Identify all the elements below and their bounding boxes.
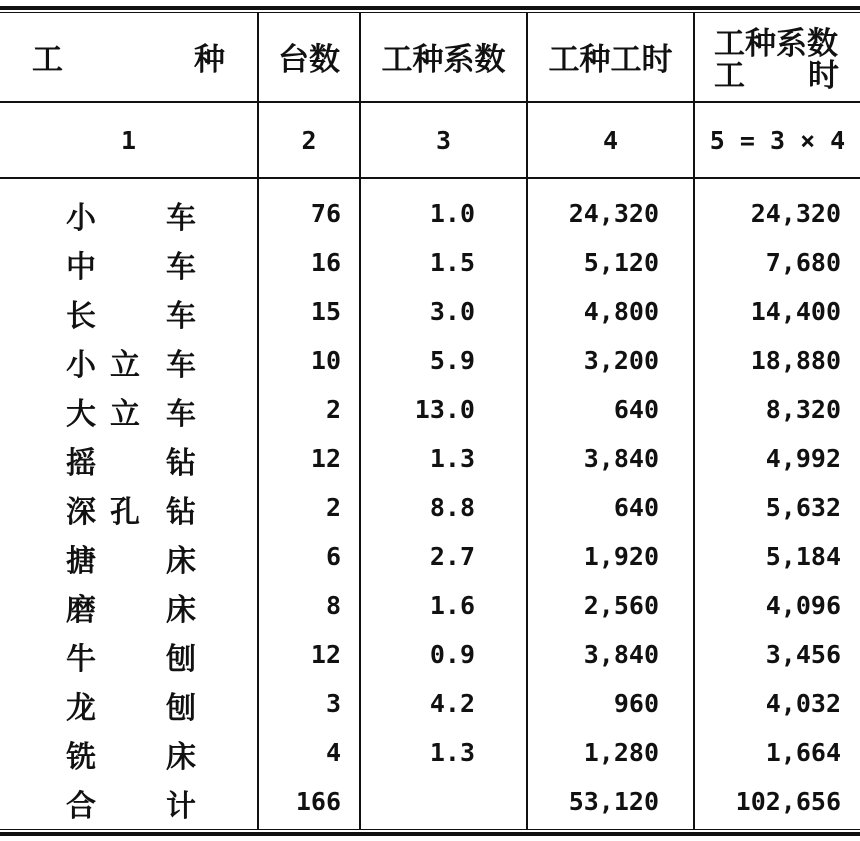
row-machines: 166 <box>295 786 341 816</box>
row-coefficient: 1.5 <box>429 247 475 277</box>
worktype-char: 车 <box>166 397 196 432</box>
row-hours: 53,120 <box>568 786 659 816</box>
row-machines: 16 <box>310 247 341 277</box>
row-hours: 4,800 <box>583 296 659 326</box>
worktype-char: 孔 <box>110 495 140 530</box>
row-worktype <box>0 338 257 382</box>
row-hours: 3,840 <box>583 639 659 669</box>
bottom-rule-thin <box>0 829 860 830</box>
worktype-char: 合 <box>66 789 96 824</box>
row-hours: 1,920 <box>583 541 659 571</box>
row-machines: 10 <box>310 345 341 375</box>
row-coefficient: 1.3 <box>429 443 475 473</box>
row-coefficient: 0.9 <box>429 639 475 669</box>
row-coefficient: 13.0 <box>414 394 475 424</box>
row-hours: 3,200 <box>583 345 659 375</box>
row-coef-hours: 18,880 <box>750 345 841 375</box>
row-coefficient: 2.7 <box>429 541 475 571</box>
row-worktype <box>0 681 257 725</box>
worktype-char: 钻 <box>166 446 196 481</box>
worktype-char: 立 <box>110 348 140 383</box>
row-coef-hours: 5,184 <box>765 541 841 571</box>
row-machines: 2 <box>325 492 341 522</box>
row-coef-hours: 5,632 <box>765 492 841 522</box>
row-machines: 2 <box>325 394 341 424</box>
row-worktype <box>0 436 257 480</box>
row-coef-hours: 3,456 <box>765 639 841 669</box>
row-machines: 8 <box>325 590 341 620</box>
worktype-char: 车 <box>166 299 196 334</box>
row-machines: 15 <box>310 296 341 326</box>
row-hours: 5,120 <box>583 247 659 277</box>
row-coef-hours: 14,400 <box>750 296 841 326</box>
row-worktype <box>0 191 257 235</box>
row-hours: 3,840 <box>583 443 659 473</box>
worktype-char: 搪 <box>66 544 96 579</box>
header-worktype-right: 种 <box>194 42 225 78</box>
row-worktype <box>0 485 257 529</box>
worktype-char: 深 <box>66 495 96 530</box>
worktype-char: 车 <box>166 201 196 236</box>
worktype-char: 磨 <box>66 593 96 628</box>
index-col-4: 4 <box>602 125 619 155</box>
row-coefficient: 1.6 <box>429 590 475 620</box>
header-machines: 台数 <box>278 42 340 78</box>
row-coef-hours: 4,992 <box>765 443 841 473</box>
row-worktype <box>0 534 257 578</box>
row-coefficient: 8.8 <box>429 492 475 522</box>
index-col-3: 3 <box>435 125 452 155</box>
row-coefficient <box>361 779 475 823</box>
row-machines: 4 <box>325 737 341 767</box>
header-worktype-left: 工 <box>32 42 63 78</box>
top-rule-thick <box>0 6 860 10</box>
worktype-char: 小 <box>66 348 96 383</box>
index-col-1: 1 <box>120 125 137 155</box>
row-hours: 640 <box>613 492 659 522</box>
index-rule <box>0 177 860 179</box>
bottom-rule-thick <box>0 832 860 836</box>
worktype-char: 小 <box>66 201 96 236</box>
row-coef-hours: 7,680 <box>765 247 841 277</box>
worktype-char: 龙 <box>66 691 96 726</box>
worktype-char: 铣 <box>66 740 96 775</box>
row-machines: 12 <box>310 639 341 669</box>
worktype-char: 长 <box>66 299 96 334</box>
worktype-char: 中 <box>66 250 96 285</box>
row-worktype <box>0 632 257 676</box>
header-hours: 工种工时 <box>548 42 673 78</box>
row-machines: 76 <box>310 198 341 228</box>
row-coef-hours: 102,656 <box>735 786 841 816</box>
header-coef-hours-line1: 工种系数 <box>714 25 838 62</box>
row-machines: 6 <box>325 541 341 571</box>
row-coefficient: 5.9 <box>429 345 475 375</box>
header-coefficient: 工种系数 <box>381 42 506 78</box>
worktype-char: 刨 <box>166 642 196 677</box>
row-coef-hours: 4,096 <box>765 590 841 620</box>
row-hours: 24,320 <box>568 198 659 228</box>
worktype-char: 摇 <box>66 446 96 481</box>
row-hours: 640 <box>613 394 659 424</box>
worktype-char: 立 <box>110 397 140 432</box>
row-coef-hours: 1,664 <box>765 737 841 767</box>
row-hours: 1,280 <box>583 737 659 767</box>
worktype-char: 牛 <box>66 642 96 677</box>
worktype-char: 车 <box>166 250 196 285</box>
row-hours: 960 <box>613 688 659 718</box>
row-coefficient: 4.2 <box>429 688 475 718</box>
worktype-char: 床 <box>166 740 196 775</box>
row-coef-hours: 8,320 <box>765 394 841 424</box>
worktype-char: 床 <box>166 544 196 579</box>
worktype-char: 钻 <box>166 495 196 530</box>
index-col-5: 5 = 3 × 4 <box>709 125 846 155</box>
row-worktype <box>0 289 257 333</box>
row-worktype <box>0 583 257 627</box>
worktype-char: 大 <box>66 397 96 432</box>
row-coefficient: 1.3 <box>429 737 475 767</box>
header-coef-hours-line2-right: 时 <box>808 57 839 94</box>
header-coef-hours-line2-left: 工 <box>714 57 745 94</box>
row-coefficient: 1.0 <box>429 198 475 228</box>
row-worktype <box>0 387 257 431</box>
row-hours: 2,560 <box>583 590 659 620</box>
worktype-char: 车 <box>166 348 196 383</box>
worktype-char: 床 <box>166 593 196 628</box>
worktype-char: 计 <box>166 789 196 824</box>
row-machines: 12 <box>310 443 341 473</box>
row-worktype <box>0 730 257 774</box>
row-machines: 3 <box>325 688 341 718</box>
worktype-char: 刨 <box>166 691 196 726</box>
row-coefficient: 3.0 <box>429 296 475 326</box>
row-coef-hours: 24,320 <box>750 198 841 228</box>
row-worktype <box>0 779 257 823</box>
index-col-2: 2 <box>301 125 317 155</box>
row-worktype <box>0 240 257 284</box>
row-coef-hours: 4,032 <box>765 688 841 718</box>
